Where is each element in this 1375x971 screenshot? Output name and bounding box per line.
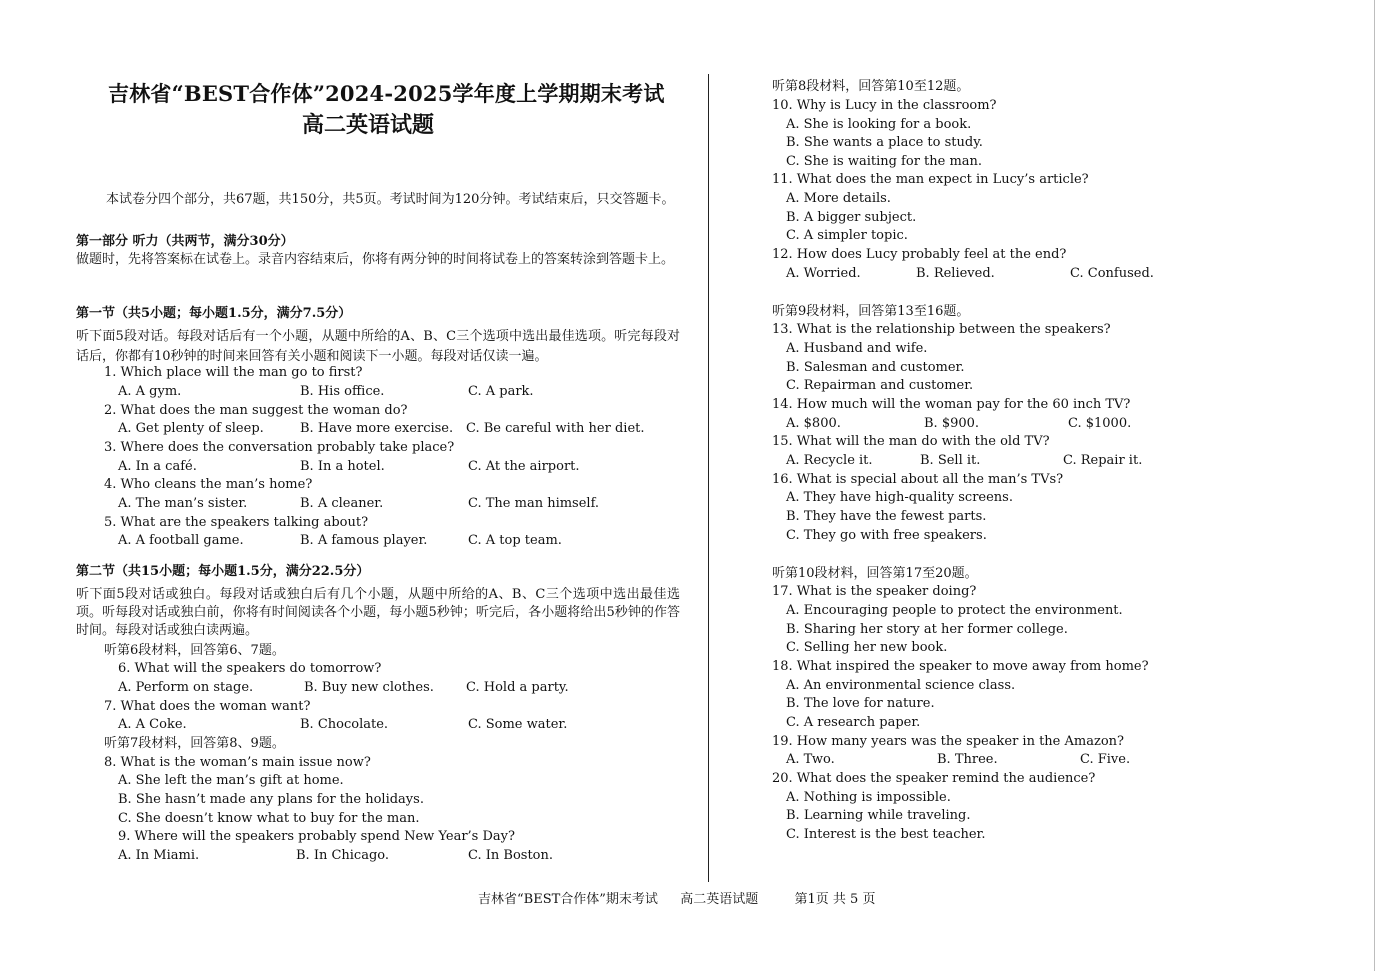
footer-subject: 高二英语试题 xyxy=(680,892,759,907)
material-7-intro: 听第7段材料，回答第8、9题。 xyxy=(104,736,285,751)
q17-option-a: A. Encouraging people to protect the environment. xyxy=(786,603,1123,618)
q20-option-c: C. Interest is the best teacher. xyxy=(786,827,986,842)
q11-option-b: B. A bigger subject. xyxy=(786,210,917,225)
q15-option-b: B. Sell it. xyxy=(920,453,981,468)
exam-instructions: 本试卷分四个部分，共67题，共150分，共5页。考试时间为120分钟。考试结束后，只交答题卡。 xyxy=(106,192,675,207)
q10-option-b: B. She wants a place to study. xyxy=(786,135,983,150)
material-6-intro: 听第6段材料，回答第6、7题。 xyxy=(104,643,285,658)
question-15: 15. What will the man do with the old TV? xyxy=(772,434,1050,449)
question-2: 2. What does the man suggest the woman do? xyxy=(104,403,408,418)
exam-subtitle: 高二英语试题 xyxy=(302,112,435,138)
question-19: 19. How many years was the speaker in the Amazon? xyxy=(772,734,1124,749)
question-14: 14. How much will the woman pay for the 60 inch TV? xyxy=(772,397,1131,412)
q20-option-b: B. Learning while traveling. xyxy=(786,808,971,823)
section2-heading: 第二节（共15小题；每小题1.5分，满分22.5分） xyxy=(76,564,370,579)
page-footer xyxy=(478,888,875,907)
q4-option-b: B. A cleaner. xyxy=(300,496,384,511)
part1-description: 做题时，先将答案标在试卷上。录音内容结束后，你将有两分钟的时间将试卷上的答案转涂到答题卡上。 xyxy=(76,252,675,267)
q11-option-c: C. A simpler topic. xyxy=(786,228,908,243)
question-13: 13. What is the relationship between the speakers? xyxy=(772,322,1111,337)
q16-option-c: C. They go with free speakers. xyxy=(786,528,987,543)
q15-option-c: C. Repair it. xyxy=(1063,453,1143,468)
q16-option-b: B. They have the fewest parts. xyxy=(786,509,987,524)
footer-page-number: 第1页 共 5 页 xyxy=(794,892,876,907)
q20-option-a: A. Nothing is impossible. xyxy=(786,790,951,805)
q9-option-c: C. In Boston. xyxy=(468,848,553,863)
q3-option-a: A. In a café. xyxy=(118,459,197,474)
q2-option-b: B. Have more exercise. xyxy=(300,421,454,436)
q19-option-c: C. Five. xyxy=(1080,752,1131,767)
q3-option-c: C. At the airport. xyxy=(468,459,580,474)
q12-option-b: B. Relieved. xyxy=(916,266,995,281)
q18-option-b: B. The love for nature. xyxy=(786,696,935,711)
q11-option-a: A. More details. xyxy=(786,191,891,206)
q19-option-a: A. Two. xyxy=(786,752,835,767)
question-17: 17. What is the speaker doing? xyxy=(772,584,977,599)
q13-option-a: A. Husband and wife. xyxy=(786,341,928,356)
q9-option-a: A. In Miami. xyxy=(118,848,200,863)
question-8: 8. What is the woman’s main issue now? xyxy=(104,755,371,770)
q18-option-a: A. An environmental science class. xyxy=(786,678,1016,693)
q5-option-b: B. A famous player. xyxy=(300,533,428,548)
question-10: 10. Why is Lucy in the classroom? xyxy=(772,98,997,113)
q5-option-c: C. A top team. xyxy=(468,533,562,548)
q17-option-c: C. Selling her new book. xyxy=(786,640,948,655)
q13-option-b: B. Salesman and customer. xyxy=(786,360,965,375)
material-8-intro: 听第8段材料，回答第10至12题。 xyxy=(772,79,970,94)
footer-exam-name: 吉林省“BEST合作体”期末考试 xyxy=(478,892,658,907)
q2-option-a: A. Get plenty of sleep. xyxy=(118,421,264,436)
question-7: 7. What does the woman want? xyxy=(104,699,311,714)
q10-option-a: A. She is looking for a book. xyxy=(786,117,972,132)
q2-option-c: C. Be careful with her diet. xyxy=(466,421,645,436)
q7-option-c: C. Some water. xyxy=(468,717,568,732)
q4-option-c: C. The man himself. xyxy=(468,496,600,511)
q6-option-c: C. Hold a party. xyxy=(466,680,569,695)
q17-option-b: B. Sharing her story at her former college. xyxy=(786,622,1068,637)
q18-option-c: C. A research paper. xyxy=(786,715,921,730)
question-3: 3. Where does the conversation probably take place? xyxy=(104,440,455,455)
question-5: 5. What are the speakers talking about? xyxy=(104,515,369,530)
q3-option-b: B. In a hotel. xyxy=(300,459,385,474)
q14-option-c: C. $1000. xyxy=(1068,416,1132,431)
section2-description: 听下面5段对话或独白。每段对话或独白后有几个小题，从题中所给的A、B、C三个选项中选出最佳选项。听每段对话或独白前，你将有时间阅读各个小题，每小题5秒钟；听完后，各小题将给出5秒钟的作答时间。每段对话或独白读两遍。 xyxy=(76,587,680,638)
question-4: 4. Who cleans the man’s home? xyxy=(104,477,313,492)
exam-title: 吉林省“BEST合作体”2024-2025学年度上学期期末考试 xyxy=(108,81,665,106)
question-9: 9. Where will the speakers probably spend New Year’s Day? xyxy=(118,829,515,844)
q1-option-a: A. A gym. xyxy=(118,384,182,399)
q7-option-b: B. Chocolate. xyxy=(300,717,389,732)
q16-option-a: A. They have high-quality screens. xyxy=(786,490,1013,505)
q13-option-c: C. Repairman and customer. xyxy=(786,378,974,393)
part1-heading: 第一部分 听力（共两节，满分30分） xyxy=(76,234,294,249)
q14-option-a: A. $800. xyxy=(786,416,841,431)
q8-option-c: C. She doesn’t know what to buy for the man. xyxy=(118,811,420,826)
section1-description: 听下面5段对话。每段对话后有一个小题，从题中所给的A、B、C三个选项中选出最佳选项。听完每段对话后，你都有10秒钟的时间来回答有关小题和阅读下一小题。每段对话仅读一遍。 xyxy=(76,329,680,364)
q5-option-a: A. A football game. xyxy=(118,533,244,548)
q19-option-b: B. Three. xyxy=(937,752,998,767)
q1-option-c: C. A park. xyxy=(468,384,534,399)
q12-option-a: A. Worried. xyxy=(786,266,861,281)
question-16: 16. What is special about all the man’s TVs? xyxy=(772,472,1064,487)
q4-option-a: A. The man’s sister. xyxy=(118,496,248,511)
section1-heading: 第一节（共5小题；每小题1.5分，满分7.5分） xyxy=(76,306,352,321)
q14-option-b: B. $900. xyxy=(924,416,980,431)
q6-option-b: B. Buy new clothes. xyxy=(304,680,434,695)
question-12: 12. How does Lucy probably feel at the end? xyxy=(772,247,1067,262)
column-divider xyxy=(708,74,709,882)
q6-option-a: A. Perform on stage. xyxy=(118,680,254,695)
material-9-intro: 听第9段材料，回答第13至16题。 xyxy=(772,304,970,319)
q10-option-c: C. She is waiting for the man. xyxy=(786,154,983,169)
question-1: 1. Which place will the man go to first? xyxy=(104,365,363,380)
material-10-intro: 听第10段材料，回答第17至20题。 xyxy=(772,566,978,581)
question-6: 6. What will the speakers do tomorrow? xyxy=(118,661,382,676)
q12-option-c: C. Confused. xyxy=(1070,266,1154,281)
q9-option-b: B. In Chicago. xyxy=(296,848,390,863)
q1-option-b: B. His office. xyxy=(300,384,385,399)
q8-option-b: B. She hasn’t made any plans for the holidays. xyxy=(118,792,424,807)
question-20: 20. What does the speaker remind the audience? xyxy=(772,771,1096,786)
question-18: 18. What inspired the speaker to move away from home? xyxy=(772,659,1149,674)
question-11: 11. What does the man expect in Lucy’s article? xyxy=(772,172,1089,187)
q7-option-a: A. A Coke. xyxy=(118,717,187,732)
q8-option-a: A. She left the man’s gift at home. xyxy=(118,773,344,788)
q15-option-a: A. Recycle it. xyxy=(786,453,873,468)
